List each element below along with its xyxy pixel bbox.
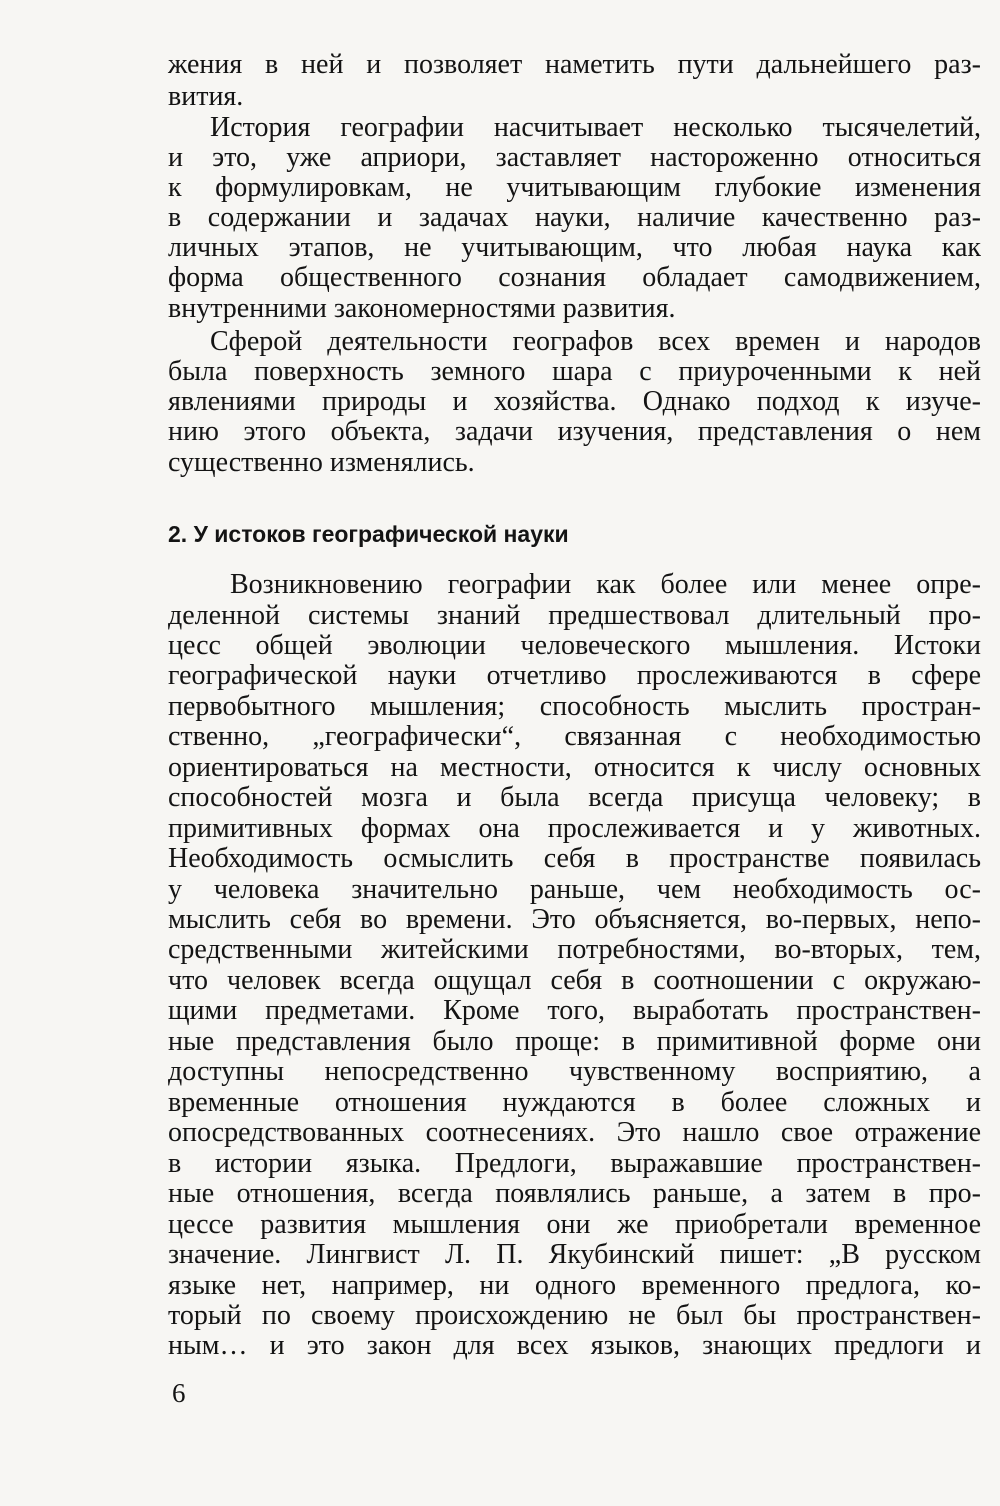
text-line: явлениями природы и хозяйства. Однако подход к изуче- <box>168 386 981 417</box>
text-line: жения в ней и позволяет наметить пути дальнейшего раз- <box>168 49 981 80</box>
text-line: ориентироваться на местности, относится к числу основных <box>168 752 981 783</box>
text-line: географической науки отчетливо прослеживаются в сфере <box>168 660 981 691</box>
text-line: ственно, „географически“, связанная с необходимостью <box>168 721 981 752</box>
text-line: вития. <box>168 81 244 112</box>
text-line: и это, уже априори, заставляет настороженно относиться <box>168 142 981 173</box>
text-line: средственными житейскими потребностями, во-вторых, тем, <box>168 934 981 965</box>
text-line: временные отношения нуждаются в более сложных и <box>168 1087 981 1118</box>
text-line: ные представления было проще: в примитивной форме они <box>168 1026 981 1057</box>
text-line: что человек всегда ощущал себя в соотношении с окружаю- <box>168 965 981 996</box>
page-number: 6 <box>172 1378 186 1408</box>
text-line: способностей мозга и была всегда присуща человеку; в <box>168 782 981 813</box>
text-line: цесс общей эволюции человеческого мышления. Истоки <box>168 630 981 661</box>
text-line: форма общественного сознания обладает самодвижением, <box>168 262 981 293</box>
text-line: ным… и это закон для всех языков, знающих предлоги и <box>168 1330 981 1361</box>
text-line: Сферой деятельности географов всех времен и народов <box>210 326 981 357</box>
text-line: щими предметами. Кроме того, выработать пространствен- <box>168 995 981 1026</box>
text-line: Необходимость осмыслить себя в пространстве появилась <box>168 843 981 874</box>
text-line: была поверхность земного шара с приуроченными к ней <box>168 356 981 387</box>
text-line: существенно изменялись. <box>168 447 475 478</box>
text-line: значение. Лингвист Л. П. Якубинский пишет: „В русском <box>168 1239 981 1270</box>
text-line: мыслить себя во времени. Это объясняется, во-первых, непо- <box>168 904 981 935</box>
text-line: языке нет, например, ни одного временного предлога, ко- <box>168 1270 981 1301</box>
text-line: деленной системы знаний предшествовал длительный про- <box>168 600 981 631</box>
text-line: у человека значительно раньше, чем необходимость ос- <box>168 874 981 905</box>
text-line: нию этого объекта, задачи изучения, представления о нем <box>168 416 981 447</box>
text-line: первобытного мышления; способность мыслить простран- <box>168 691 981 722</box>
text-line: внутренними закономерностями развития. <box>168 293 676 324</box>
text-line: доступны непосредственно чувственному восприятию, а <box>168 1056 981 1087</box>
text-line: примитивных формах она прослеживается и у животных. <box>168 813 981 844</box>
text-line: в истории языка. Предлоги, выражавшие пространствен- <box>168 1148 981 1179</box>
section-heading: 2. У истоков географической науки <box>168 521 569 547</box>
text-line: Возникновению географии как более или менее опре- <box>230 569 981 600</box>
text-line: в содержании и задачах науки, наличие качественно раз- <box>168 202 981 233</box>
text-line: торый по своему происхождению не был бы пространствен- <box>168 1300 981 1331</box>
text-line: История географии насчитывает несколько тысячелетий, <box>210 112 981 143</box>
text-line: опосредствованных соотнесениях. Это нашло свое отражение <box>168 1117 981 1148</box>
text-line: ные отношения, всегда появлялись раньше, а затем в про- <box>168 1178 981 1209</box>
text-line: к формулировкам, не учитывающим глубокие изменения <box>168 172 981 203</box>
text-line: личных этапов, не учитывающим, что любая наука как <box>168 232 981 263</box>
text-line: цессе развития мышления они же приобретали временное <box>168 1209 981 1240</box>
